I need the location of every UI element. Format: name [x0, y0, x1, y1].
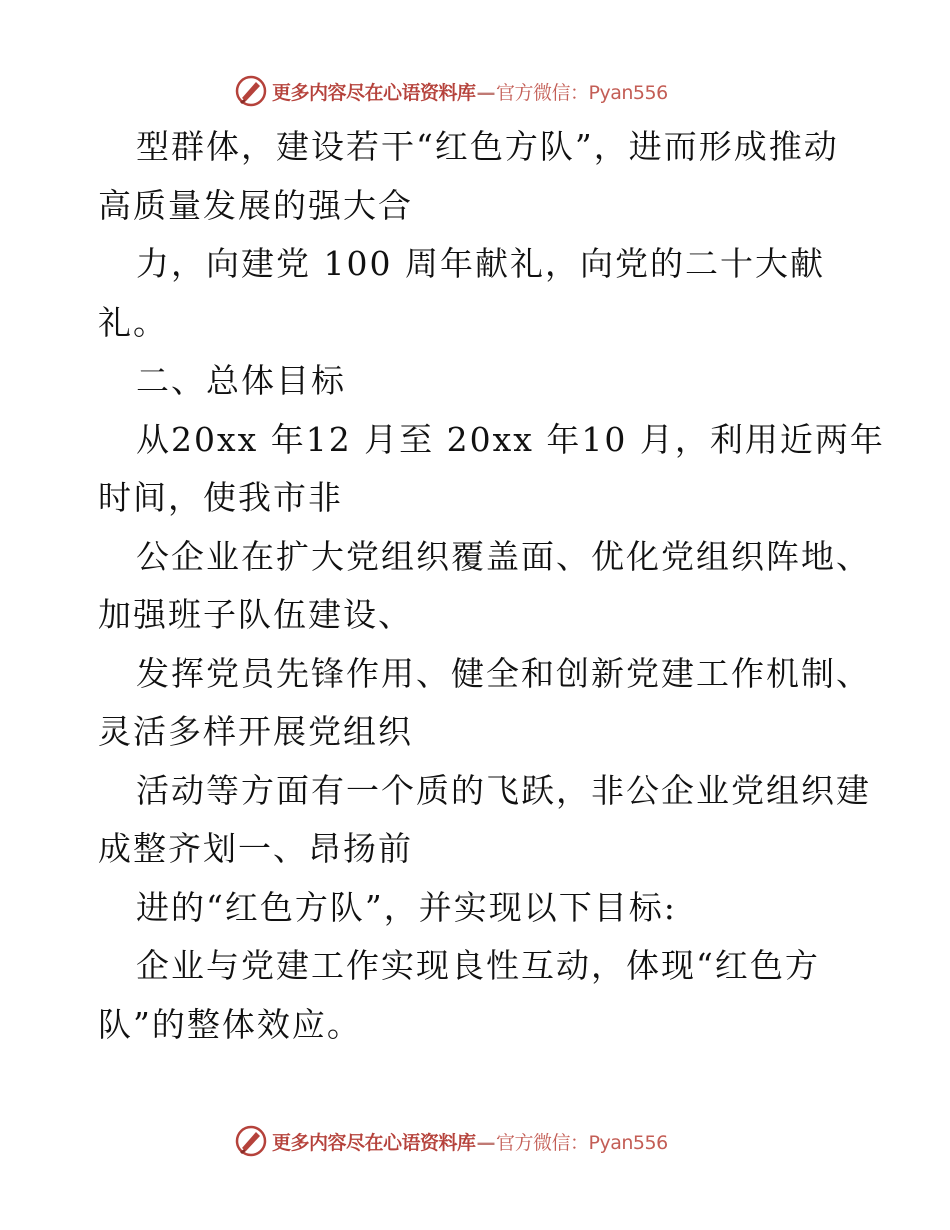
document-body — [98, 118, 885, 1054]
paragraph-line: 时间，使我市非 — [98, 478, 343, 517]
paragraph-line: 队”的整体效应。 — [98, 1004, 362, 1044]
watermark-logo-icon — [234, 1124, 268, 1158]
paragraph-line: 从20xx 年12 月至 20xx 年10 月，利用近两年 — [136, 419, 885, 459]
paragraph-line: 型群体，建设若干“红色方队”，进而形成推动 — [136, 127, 839, 166]
paragraph-line: 力，向建党 100 周年献礼，向党的二十大献 — [136, 244, 825, 283]
footer-watermark — [234, 1124, 754, 1158]
watermark-logo-icon — [234, 74, 268, 108]
paragraph-line: 发挥党员先锋作用、健全和创新党建工作机制、 — [136, 653, 871, 693]
section-heading: 二、总体目标 — [136, 361, 346, 400]
paragraph-line: 公企业在扩大党组织覆盖面、优化党组织阵地、 — [136, 536, 871, 576]
paragraph-line: 活动等方面有一个质的飞跃，非公企业党组织建 — [136, 770, 871, 810]
paragraph-line: 礼。 — [98, 302, 168, 342]
watermark-text: 更多内容尽在心语资料库—官方微信：Pyan556 — [272, 1131, 668, 1154]
header-watermark — [234, 74, 754, 108]
paragraph-line: 高质量发展的强大合 — [98, 185, 413, 225]
paragraph-line: 企业与党建工作实现良性互动，体现“红色方 — [136, 946, 820, 985]
paragraph-line: 灵活多样开展党组织 — [98, 712, 413, 751]
paragraph-line: 进的“红色方队”，并实现以下目标: — [136, 887, 677, 927]
paragraph-line: 加强班子队伍建设、 — [98, 595, 413, 634]
paragraph-line: 成整齐划一、昂扬前 — [98, 829, 413, 868]
watermark-text: 更多内容尽在心语资料库—官方微信：Pyan556 — [272, 81, 668, 104]
